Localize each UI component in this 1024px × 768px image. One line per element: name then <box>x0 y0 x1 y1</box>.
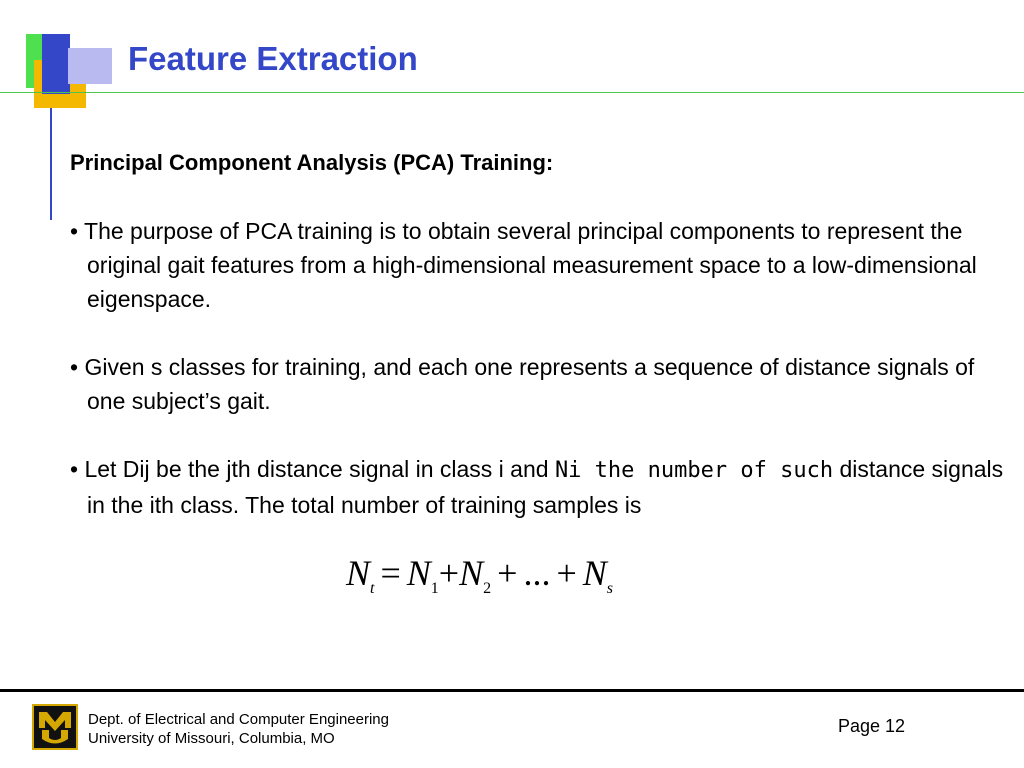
title-divider <box>0 92 1024 93</box>
bullet3-text-a: • Let Dij be the jth distance signal in class i and <box>70 456 555 482</box>
formula-n2: N <box>459 553 484 593</box>
decor-blue-square <box>42 34 70 94</box>
formula-n: N <box>346 553 371 593</box>
bullet-pca-purpose: • The purpose of PCA training is to obtain several principal components to represent the original gait features from a high-dimensional measurement space to a low-dimensional eigenspace. <box>70 218 977 312</box>
formula-sub-s: s <box>606 580 613 597</box>
slide-content <box>70 146 1010 556</box>
bullet3-text-b: distance signals in the ith class. The total number of training samples is <box>87 456 1004 518</box>
section-heading: Principal Component Analysis (PCA) Training: <box>70 150 554 175</box>
formula-sub-1: 1 <box>430 580 439 597</box>
mu-logo-icon <box>36 708 74 746</box>
bullet-classes: • Given s classes for training, and each one represents a sequence of distance signals of one subject’s gait. <box>70 354 975 414</box>
footer-divider <box>0 689 1024 692</box>
department-name: Dept. of Electrical and Computer Engineering <box>88 711 389 728</box>
formula-equals: = <box>380 553 401 593</box>
formula-ellipsis: ... <box>523 553 551 593</box>
page-number: Page 12 <box>838 716 906 736</box>
formula-n1: N <box>406 553 431 593</box>
decor-vertical-line <box>50 108 52 220</box>
formula-sub-t: t <box>370 580 375 597</box>
decor-lavender-square <box>68 48 112 84</box>
total-samples-formula <box>346 552 613 597</box>
formula-plus-3: + <box>556 553 577 593</box>
footer-department <box>88 710 389 748</box>
formula-sub-2: 2 <box>483 580 492 597</box>
slide-title: Feature Extraction <box>128 40 418 77</box>
university-name: University of Missouri, Columbia, MO <box>88 730 335 747</box>
formula-plus-2: + <box>497 553 518 593</box>
bullet3-text-mono: Ni the number of such <box>554 458 834 483</box>
formula-plus-1: + <box>438 553 460 593</box>
bullet-distance-signals <box>70 452 1010 522</box>
formula-ns: N <box>582 553 607 593</box>
mizzou-logo <box>32 704 78 750</box>
